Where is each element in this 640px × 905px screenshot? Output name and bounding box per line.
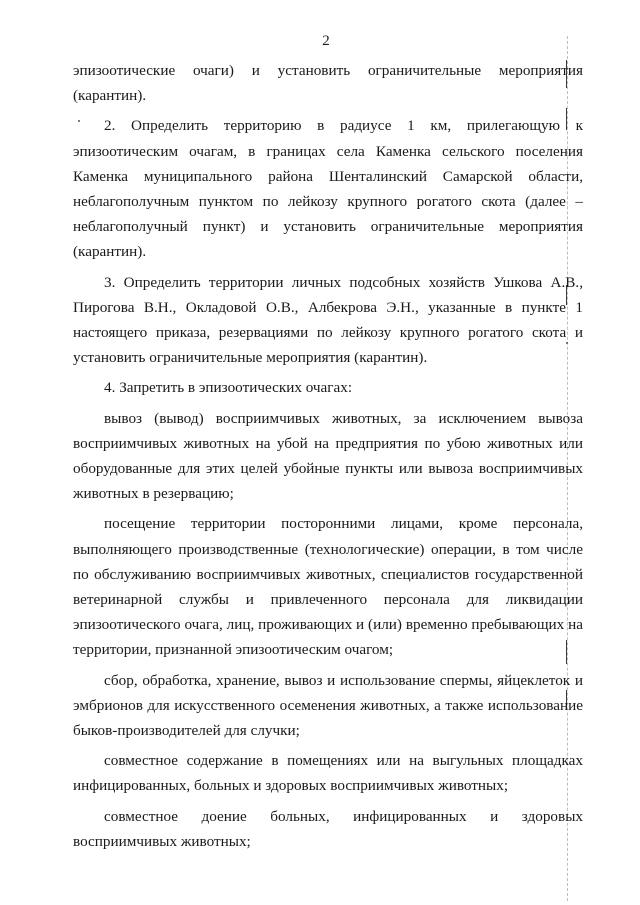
paragraph: сбор, обработка, хранение, вывоз и использование спермы, яйцеклеток и эмбрионов для искусственного осеменения животных, а также использование быков-производителей для случки; xyxy=(73,671,583,740)
paragraph: вывоз (вывод) восприимчивых животных, за исключением вывоза восприимчивых животных на убой на предприятия по убою животных или оборудованные для этих целей убойные пункты или вывоза восприимчивых животных в резервацию; xyxy=(73,409,583,503)
paragraph: 4. Запретить в эпизоотических очагах: xyxy=(104,379,353,397)
paragraph: эпизоотические очаги) и установить ограничительные мероприятия (карантин). xyxy=(73,62,583,105)
page-number: 2 xyxy=(322,33,330,49)
paragraph: посещение территории посторонними лицами, кроме персонала, выполняющего производственные (технологические) операции, в том числе по обслуживанию восприимчивых животных, специалистов государственной ветеринарной службы и привлеченного персонала для ликвидации эпизоотического очага, лиц, проживающих и (или) временно пребывающих на территории, признанной эпизоотическим очагом; xyxy=(73,515,583,659)
paragraph: совместное доение больных, инфицированных и здоровых восприимчивых животных; xyxy=(73,807,583,850)
paragraph: 2. Определить территорию в радиусе 1 км, прилегающую к эпизоотическим очагам, в границах села Каменка сельского поселения Каменка муниципального района Шенталинский Самарской области, неблагополучным пунктом по лейкозу крупного рогатого скота (далее – неблагополучный пункт) и установить ограничительные мероприятия (карантин). xyxy=(73,117,583,261)
document-body xyxy=(73,58,583,859)
paragraph: 3. Определить территории личных подсобных хозяйств Ушкова А.В., Пирогова В.Н., Окладовой О.В., Албекрова Э.Н., указанные в пункте 1 настоящего приказа, резервациями по лейкозу крупного рогатого скота и установить ограничительные мероприятия (карантин). xyxy=(73,273,583,367)
paragraph: совместное содержание в помещениях или на выгульных площадках инфицированных, больных и здоровых восприимчивых животных; xyxy=(73,752,583,795)
